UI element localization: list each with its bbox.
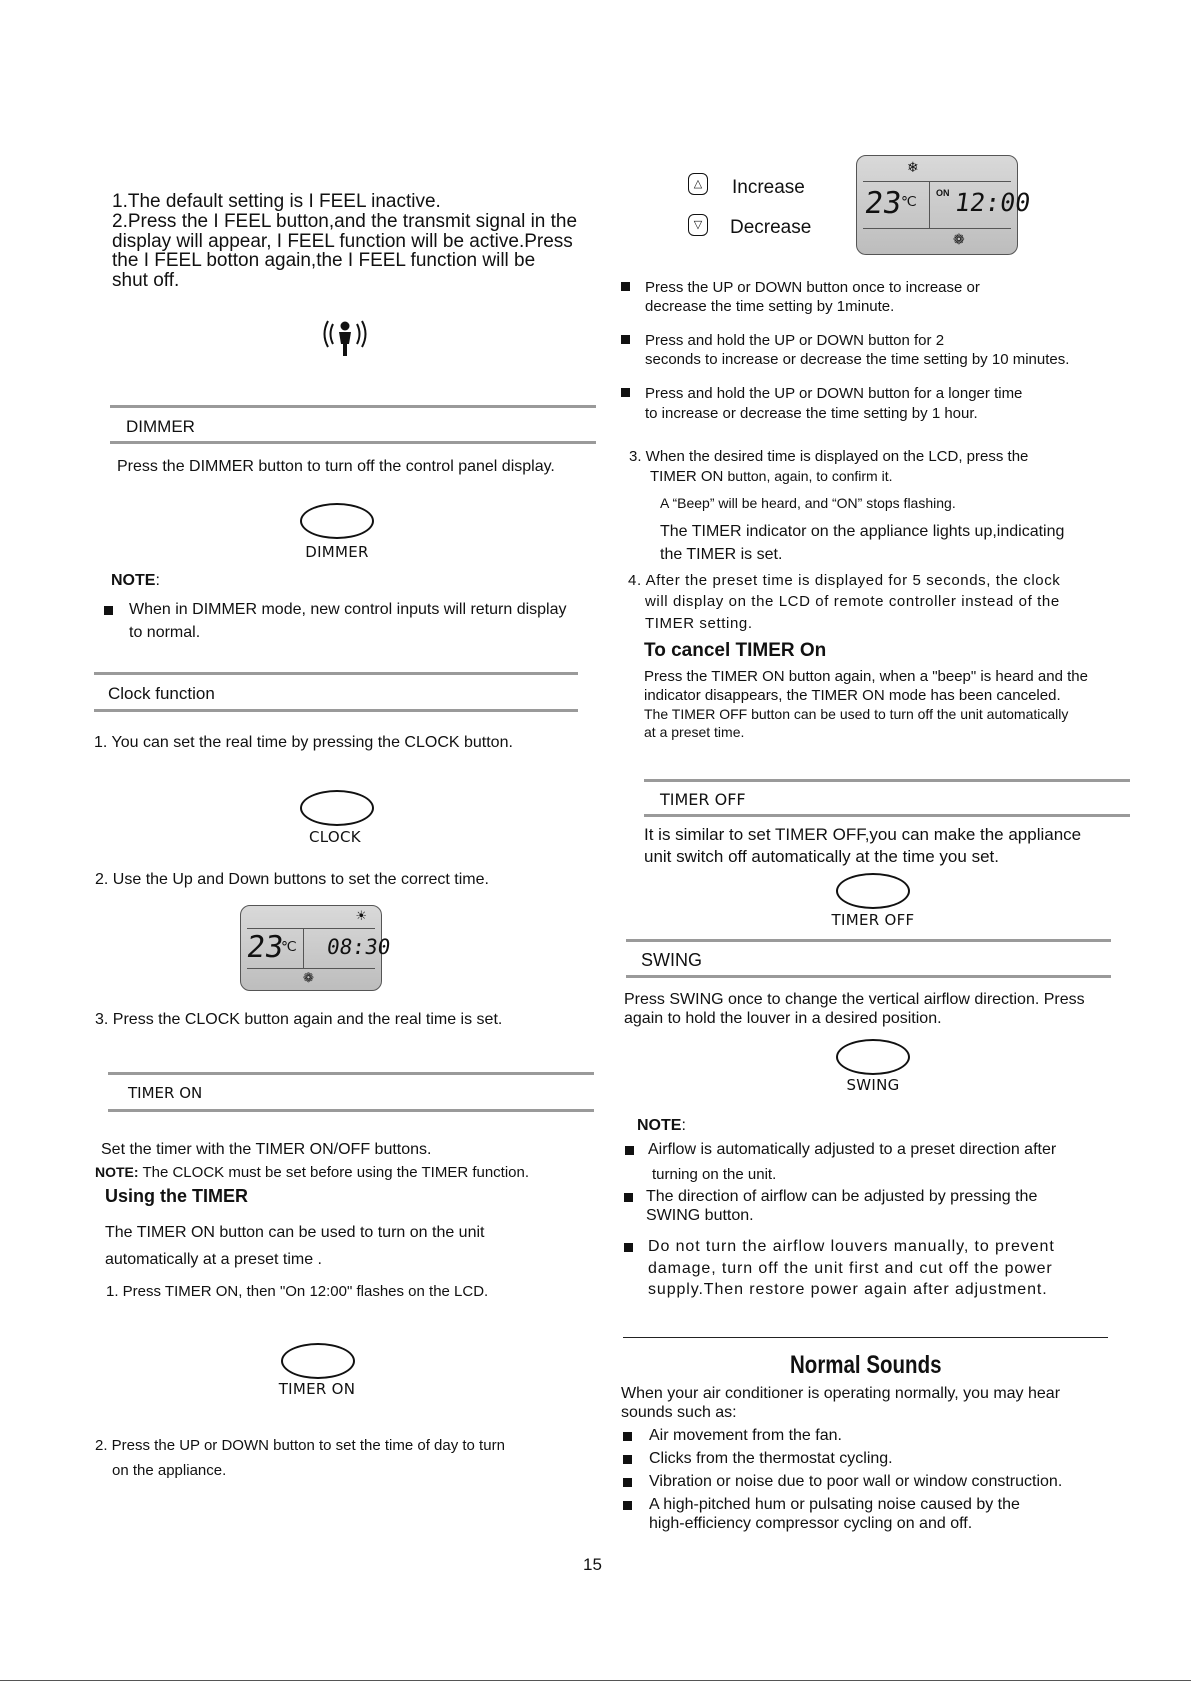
timer-off-button-label: TIMER OFF (831, 911, 915, 929)
step4-line: will display on the LCD of remote controller instead of the (645, 593, 1060, 610)
page-number: 15 (583, 1555, 602, 1574)
increase-label: Increase (732, 177, 805, 198)
using-timer-heading: Using the TIMER (105, 1186, 248, 1206)
divider (108, 1109, 594, 1112)
swing-note-line: Do not turn the airflow louvers manually, to prevent (648, 1238, 1055, 1255)
bullet (623, 1455, 632, 1464)
swing-note-line: SWING button. (646, 1207, 754, 1224)
swing-button-label: SWING (846, 1076, 900, 1094)
bullet (623, 1478, 632, 1487)
bullet (623, 1432, 632, 1441)
divider (110, 441, 596, 444)
clock-title: Clock function (108, 684, 215, 703)
swing-note-line: Airflow is automatically adjusted to a preset direction after (648, 1141, 1057, 1158)
bullet (624, 1243, 633, 1252)
divider (644, 814, 1130, 817)
dimmer-title: DIMMER (126, 417, 195, 436)
lcd-unit: ℃ (281, 938, 297, 954)
dimmer-text: Press the DIMMER button to turn off the control panel display. (117, 458, 555, 475)
bullet (621, 282, 630, 291)
i-feel-icon (322, 318, 368, 358)
divider (94, 672, 578, 675)
cancel-line: The TIMER OFF button can be used to turn off the unit automatically (644, 706, 1069, 722)
note-colon: : (155, 572, 160, 589)
lcd-temperature: 23 (244, 930, 286, 965)
timer-note-text: The CLOCK must be set before using the TIMER function. (138, 1164, 530, 1181)
timer-on-step2: on the appliance. (112, 1462, 227, 1479)
clock-lcd-display (240, 905, 392, 991)
divider (626, 975, 1111, 978)
timer-on-button[interactable] (281, 1343, 355, 1379)
timer-lcd-display (856, 155, 1033, 255)
timer-on-step1: 1. Press TIMER ON, then "On 12:00" flashes on the LCD. (106, 1283, 489, 1300)
decrease-label: Decrease (730, 217, 812, 238)
ifeel-line: 1.The default setting is I FEEL inactive. (112, 191, 441, 212)
timer-bullet-line: Press and hold the UP or DOWN button for 2 (645, 332, 945, 349)
timer-bullet-line: seconds to increase or decrease the time setting by 10 minutes. (645, 351, 1070, 368)
swing-title: SWING (641, 950, 702, 970)
bullet (625, 1146, 634, 1155)
fan-icon: ❁ (953, 231, 965, 247)
note-label: NOTE (111, 572, 156, 589)
divider (644, 779, 1130, 782)
divider (110, 405, 596, 408)
sound-item: A high-pitched hum or pulsating noise caused by the (649, 1496, 1020, 1513)
lcd-temperature: 23 (862, 186, 904, 221)
note-label: NOTE: (95, 1164, 139, 1180)
step3-line: 3. When the desired time is displayed on the LCD, press the (629, 448, 1029, 465)
ifeel-line: 2.Press the I FEEL button,and the transmit signal in the (112, 211, 578, 232)
timer-on-desc: automatically at a preset time . (105, 1251, 322, 1268)
timer-off-button[interactable] (836, 873, 910, 909)
normal-sounds-heading: Normal Sounds (790, 1351, 942, 1379)
timer-on-title: TIMER ON (128, 1084, 203, 1102)
note-label: NOTE (637, 1117, 682, 1134)
clock-step1: 1. You can set the real time by pressing the CLOCK button. (94, 734, 513, 751)
sound-item: high-efficiency compressor cycling on and off. (649, 1515, 973, 1532)
sound-item: Vibration or noise due to poor wall or window construction. (649, 1473, 1063, 1490)
step3-line: The TIMER indicator on the appliance lights up,indicating (660, 523, 1065, 540)
timer-off-title: TIMER OFF (660, 790, 746, 809)
fan-icon: ❁ (303, 970, 314, 985)
clock-button[interactable] (300, 790, 374, 826)
bullet (624, 1193, 633, 1202)
timer-off-line: unit switch off automatically at the time you set. (644, 847, 999, 866)
divider (94, 709, 578, 712)
cancel-timer-heading: To cancel TIMER On (644, 640, 827, 661)
sun-icon: ☀ (355, 908, 367, 923)
dimmer-button[interactable] (300, 503, 374, 539)
bullet (623, 1501, 632, 1510)
timer-off-line: It is similar to set TIMER OFF,you can make the appliance (644, 825, 1082, 844)
timer-on-button-label: TIMER ON (278, 1380, 356, 1398)
note-colon: : (681, 1117, 686, 1134)
timer-bullet-line: decrease the time setting by 1minute. (645, 298, 895, 315)
timer-bullet-line: Press the UP or DOWN button once to increase or (645, 279, 980, 296)
step3-confirm: button, again, to confirm it. (727, 468, 893, 484)
cancel-line: indicator disappears, the TIMER ON mode has been canceled. (644, 687, 1061, 704)
divider (108, 1072, 594, 1075)
dimmer-button-label: DIMMER (305, 543, 369, 561)
sounds-intro: sounds such as: (621, 1404, 737, 1421)
dimmer-note-line: When in DIMMER mode, new control inputs will return display (129, 601, 567, 618)
swing-note-line: damage, turn off the unit first and cut off the power (648, 1260, 1053, 1277)
clock-step2: 2. Use the Up and Down buttons to set the correct time. (95, 871, 489, 888)
cancel-line: at a preset time. (644, 724, 745, 740)
step4-line: TIMER setting. (645, 615, 753, 632)
timer-on-line1: Set the timer with the TIMER ON/OFF buttons. (101, 1141, 432, 1158)
swing-note-line: supply.Then restore power again after adjustment. (648, 1281, 1048, 1298)
dimmer-note-line: to normal. (129, 624, 201, 641)
down-key-icon: ▽ (688, 214, 708, 236)
up-key-icon: △ (688, 173, 708, 195)
swing-line: Press SWING once to change the vertical airflow direction. Press (624, 991, 1085, 1008)
clock-button-label: CLOCK (309, 828, 361, 846)
clock-step3: 3. Press the CLOCK button again and the real time is set. (95, 1011, 503, 1028)
timer-bullet-line: Press and hold the UP or DOWN button for a longer time (645, 385, 1023, 402)
sound-item: Air movement from the fan. (649, 1427, 842, 1444)
ifeel-line: the I FEEL botton again,the I FEEL function will be (112, 250, 536, 271)
ifeel-line: shut off. (112, 270, 180, 291)
swing-note-line: The direction of airflow can be adjusted by pressing the (646, 1188, 1038, 1205)
step4-line: 4. After the preset time is displayed for 5 seconds, the clock (628, 572, 1061, 589)
timer-bullet-line: to increase or decrease the time setting by 1 hour. (645, 405, 978, 422)
cancel-line: Press the TIMER ON button again, when a "beep" is heard and the (644, 668, 1088, 685)
timer-on-step2: 2. Press the UP or DOWN button to set the time of day to turn (95, 1437, 505, 1454)
ifeel-line: display will appear, I FEEL function will be active.Press (112, 231, 573, 252)
bullet (621, 388, 630, 397)
snowflake-icon: ❄ (907, 159, 919, 175)
step3-line: the TIMER is set. (660, 546, 783, 563)
divider (623, 1337, 1108, 1338)
swing-note-line: turning on the unit. (652, 1166, 777, 1183)
lcd-time: 08:30 (325, 935, 392, 959)
lcd-time: 12:00 (952, 188, 1033, 217)
step3-line: A “Beep” will be heard, and “ON” stops flashing. (660, 495, 956, 511)
timer-on-desc: The TIMER ON button can be used to turn on the unit (105, 1224, 485, 1241)
lcd-unit: ℃ (901, 193, 917, 209)
sound-item: Clicks from the thermostat cycling. (649, 1450, 893, 1467)
lcd-on-indicator: ON (936, 188, 950, 198)
bullet (104, 606, 113, 615)
step3-timer-on: TIMER ON (650, 468, 724, 485)
swing-button[interactable] (836, 1039, 910, 1075)
sounds-intro: When your air conditioner is operating normally, you may hear (621, 1385, 1061, 1402)
swing-line: again to hold the louver in a desired position. (624, 1010, 942, 1027)
divider (626, 939, 1111, 942)
bottom-edge-line (0, 1680, 1191, 1681)
bullet (621, 335, 630, 344)
